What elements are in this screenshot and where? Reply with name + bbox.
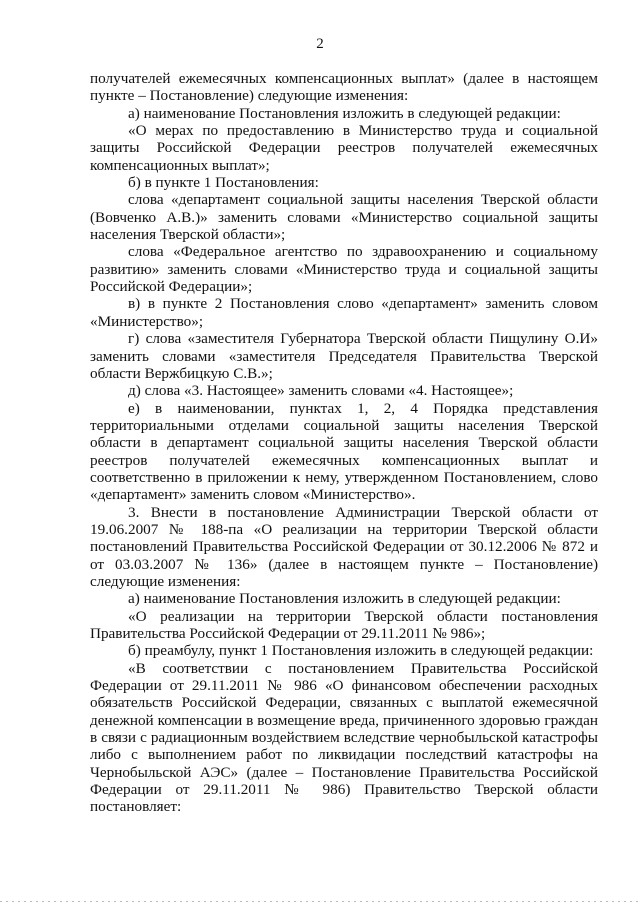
paragraph: е) в наименовании, пунктах 1, 2, 4 Порядка представления территориальными отделами социальной защиты населения Тверской области в департамент социальной защиты населения Тверской области реестров получателей ежемесячных компенсационных выплат и соответственно в приложении к нему, утвержденном Постановлением, слово «департамент» заменить словом «Министерство».: [90, 399, 598, 504]
paragraph: «В соответствии с постановлением Правительства Российской Федерации от 29.11.2011 № 986 «О финансовом обеспечении расходных обязательств Российской Федерации, связанных с выплатой ежемесячной денежной компенсации в возмещение вреда, причиненного здоровью граждан в связи с радиационным воздействием вследствие чернобыльской катастрофы либо с выполнением работ по ликвидации последствий катастрофы на Чернобыльской АЭС» (далее – Постановление Правительства Российской Федерации от 29.11.2011 № 986) Правительство Тверской области постановляет:: [90, 659, 598, 816]
paragraph: в) в пункте 2 Постановления слово «департамент» заменить словом «Министерство»;: [90, 295, 598, 330]
document-body: [90, 70, 598, 816]
paragraph: а) наименование Постановления изложить в следующей редакции:: [128, 104, 561, 122]
scan-edge-divider: [0, 901, 640, 902]
paragraph: «О реализации на территории Тверской области постановления Правительства Российской Федерации от 29.11.2011 № 986»;: [90, 607, 598, 642]
paragraph: получателей ежемесячных компенсационных выплат» (далее в настоящем пункте – Постановление) следующие изменения:: [90, 70, 598, 105]
page-number: 2: [316, 36, 324, 52]
paragraph: г) слова «заместителя Губернатора Тверской области Пищулину О.И» заменить словами «заместителя Председателя Правительства Тверской области Вержбицкую С.В.»;: [90, 330, 598, 382]
paragraph: б) в пункте 1 Постановления:: [128, 174, 319, 192]
paragraph: б) преамбулу, пункт 1 Постановления изложить в следующей редакции:: [128, 642, 594, 660]
paragraph: «О мерах по предоставлению в Министерство труда и социальной защиты Российской Федерации реестров получателей ежемесячных компенсационных выплат»;: [90, 122, 598, 174]
paragraph: а) наименование Постановления изложить в следующей редакции:: [128, 590, 561, 608]
paragraph: д) слова «3. Настоящее» заменить словами «4. Настоящее»;: [128, 382, 514, 400]
paragraph: слова «департамент социальной защиты населения Тверской области (Вовченко А.В.)» заменить словами «Министерство социальной защиты населения Тверской области»;: [90, 191, 598, 244]
paragraph: 3. Внести в постановление Администрации Тверской области от 19.06.2007 № 188-па «О реализации на территории Тверской области постановлений Правительства Российской Федерации от 30.12.2006 № 872 и от 03.03.2007 № 136» (далее в настоящем пункте – Постановление) следующие изменения:: [90, 503, 598, 590]
paragraph: слова «Федеральное агентство по здравоохранению и социальному развитию» заменить словами «Министерство труда и социальной защиты Российской Федерации»;: [90, 243, 598, 296]
